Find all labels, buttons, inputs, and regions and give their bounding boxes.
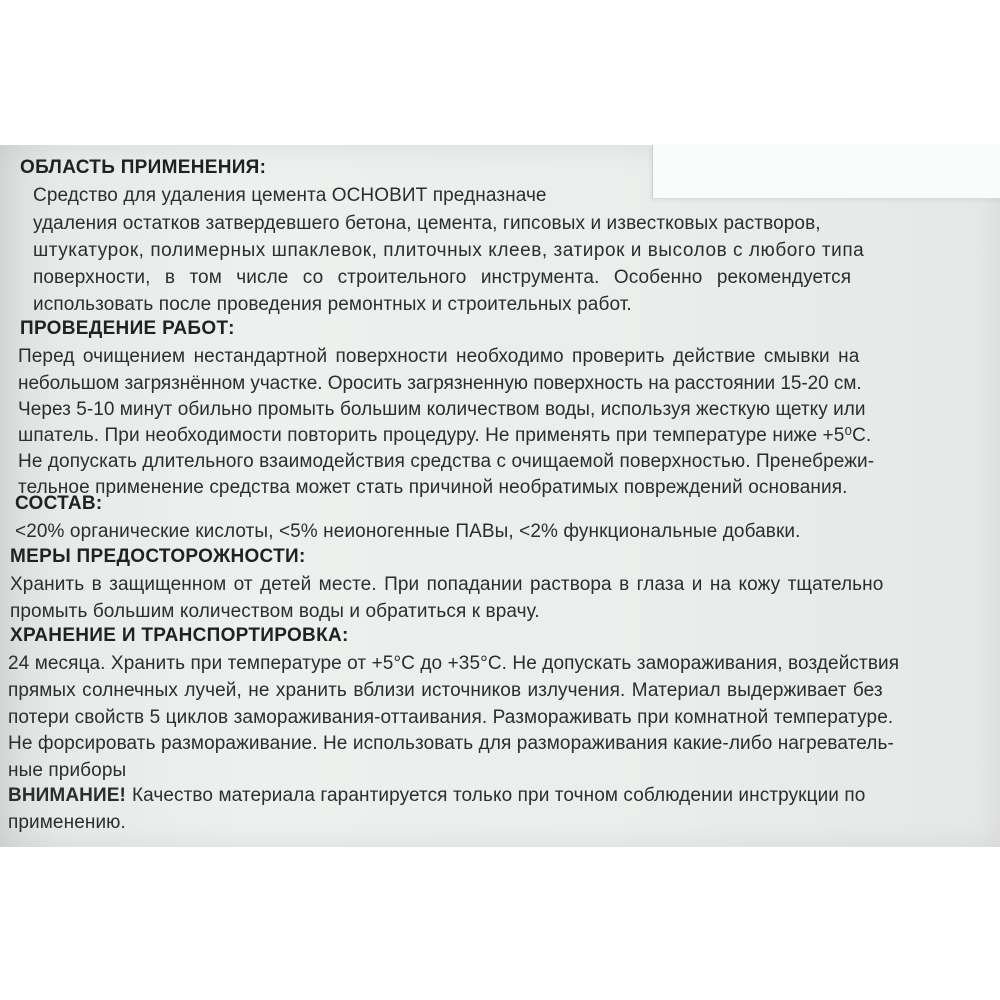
attention-line-1 [8, 784, 865, 808]
work-line-2: небольшом загрязнённом участке. Оросить загрязненную поверхность на расстоянии 15-20 см. [18, 373, 862, 394]
storage-line-3: потери свойств 5 циклов замораживания-оттаивания. Размораживать при комнатной температуре. [8, 707, 894, 728]
attention-line-2: применению. [8, 812, 126, 833]
precautions-line-2: промыть большим количеством воды и обратиться к врачу. [10, 601, 540, 622]
precautions-line-1: Хранить в защищенном от детей месте. При попадании раствора в глаза и на кожу тщательно [10, 574, 884, 595]
attention-label: ВНИМАНИЕ! [8, 785, 126, 806]
application-line-4: поверхности, в том числе со строительного инструмента. Особенно рекомендуется [33, 267, 852, 288]
attention-text-1: Качество материала гарантируется только при точном соблюдении инструкции по [131, 785, 866, 806]
application-line-3: штукатурок, полимерных шпаклевок, плиточных клеев, затирок и высолов с любого типа [33, 240, 865, 261]
application-line-2: удаления остатков затвердевшего бетона, цемента, гипсовых и известковых растворов, [33, 213, 821, 234]
work-line-4: шпатель. При необходимости повторить процедуру. Не применять при температуре ниже +5⁰С. [18, 425, 872, 446]
composition-line-1: <20% органические кислоты, <5% неионогенные ПАВы, <2% функциональные добавки. [15, 521, 801, 542]
storage-line-5: ные приборы [8, 760, 127, 781]
work-line-6: тельное применение средства может стать причиной необратимых повреждений основания. [18, 477, 848, 498]
application-heading: ОБЛАСТЬ ПРИМЕНЕНИЯ: [20, 157, 267, 178]
precautions-heading: МЕРЫ ПРЕДОСТОРОЖНОСТИ: [10, 546, 306, 567]
application-line-1: Средство для удаления цемента ОСНОВИТ предназначе [33, 185, 547, 206]
work-line-1: Перед очищением нестандартной поверхности необходимо проверить действие смывки на [18, 346, 860, 367]
overlay-sticker [652, 145, 1000, 199]
work-line-5: Не допускать длительного взаимодействия средства с очищаемой поверхностью. Пренебрежи- [18, 451, 875, 472]
composition-heading: СОСТАВ: [15, 493, 103, 514]
work-line-3: Через 5-10 минут обильно промыть большим количеством воды, используя жесткую щетку или [18, 399, 866, 420]
storage-line-2: прямых солнечных лучей, не хранить вблизи источников излучения. Материал выдерживает без [8, 680, 883, 701]
application-line-5: использовать после проведения ремонтных и строительных работ. [33, 294, 632, 315]
work-heading: ПРОВЕДЕНИЕ РАБОТ: [20, 318, 235, 339]
storage-heading: ХРАНЕНИЕ И ТРАНСПОРТИРОВКА: [10, 625, 349, 646]
storage-line-4: Не форсировать размораживание. Не использовать для размораживания какие-либо нагреватель- [8, 733, 894, 754]
storage-line-1: 24 месяца. Хранить при температуре от +5°С до +35°С. Не допускать замораживания, воздействия [8, 653, 900, 674]
